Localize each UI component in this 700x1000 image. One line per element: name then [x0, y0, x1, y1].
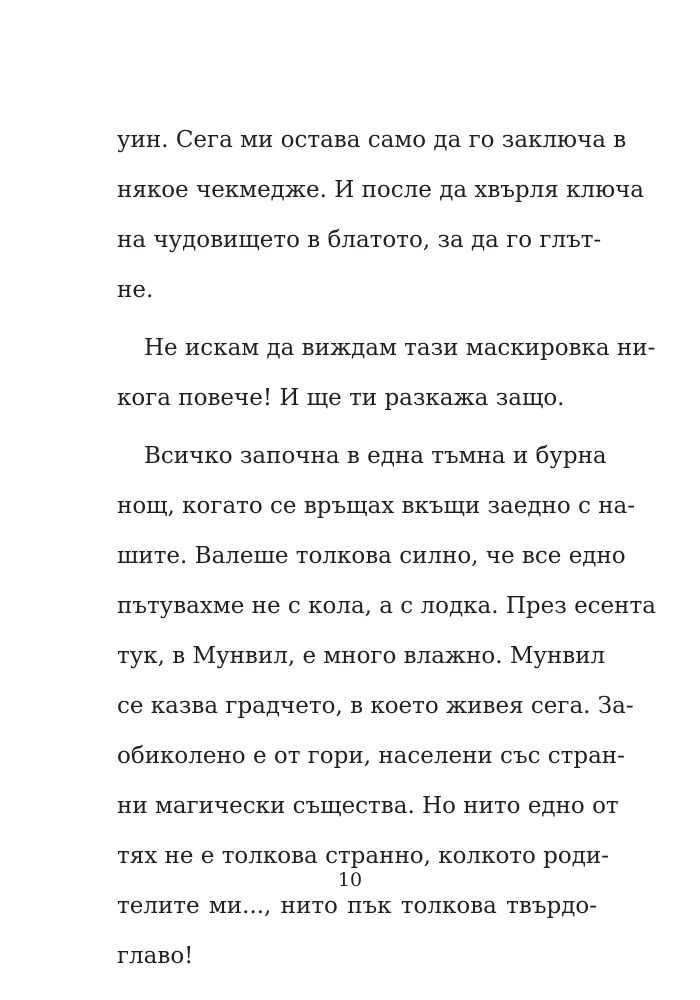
text-line: нощ, когато се връщах вкъщи заедно с на- — [117, 493, 636, 519]
text-line: ни магически същества. Но нито едно от — [117, 793, 619, 819]
body-text — [117, 115, 656, 981]
text-line: телите ми..., нито пък толкова твърдо- — [117, 893, 597, 919]
text-line: уин. Сега ми остава само да го заключа в — [117, 127, 627, 153]
paragraph-1 — [117, 115, 645, 315]
text-line: шите. Валеше толкова силно, че все едно — [117, 543, 626, 569]
text-line: на чудовището в блатото, за да го глът- — [117, 227, 602, 253]
text-line: някое чекмедже. И после да хвърля ключа — [117, 177, 645, 203]
text-line: пътувахме не с кола, а с лодка. През есента — [117, 593, 656, 619]
text-line: кога повече! И ще ти разкажа защо. — [117, 385, 565, 411]
text-line: тях не е толкова странно, колкото роди- — [117, 843, 610, 869]
paragraph-2 — [117, 323, 656, 423]
text-line: тук, в Мунвил, е много влажно. Мунвил — [117, 643, 606, 669]
text-line: се казва градчето, в което живея сега. За- — [117, 693, 634, 719]
text-line: Не искам да виждам тази маскировка ни- — [144, 335, 656, 361]
text-line: главо! — [117, 943, 194, 969]
paragraph-3 — [117, 431, 656, 981]
text-line: обиколено е от гори, населени със стран- — [117, 743, 625, 769]
page-number: 10 — [337, 869, 363, 891]
text-line: Всичко започна в една тъмна и бурна — [144, 443, 607, 469]
text-line: не. — [117, 277, 154, 303]
